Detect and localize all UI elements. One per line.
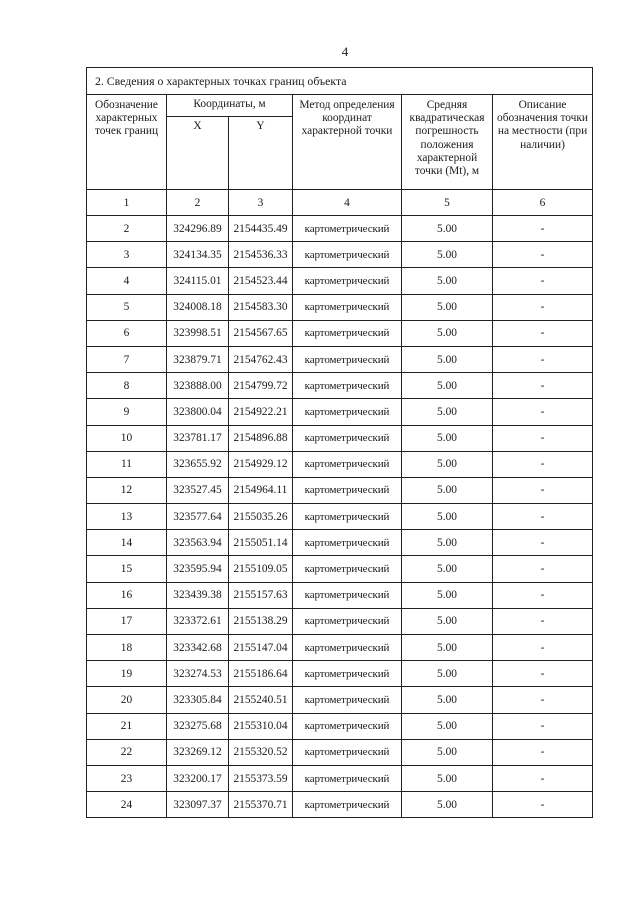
cell-y: 2154523.44 <box>229 268 293 294</box>
table-row <box>87 765 593 791</box>
cell-x: 323305.84 <box>167 687 229 713</box>
table-row <box>87 608 593 634</box>
cell-x: 323342.68 <box>167 635 229 661</box>
cell-y: 2154583.30 <box>229 294 293 320</box>
cell-y: 2154929.12 <box>229 451 293 477</box>
cell-method: картометрический <box>293 268 402 294</box>
cell-error: 5.00 <box>402 346 493 372</box>
cell-description: - <box>493 294 593 320</box>
table-row <box>87 477 593 503</box>
header-x: X <box>167 117 229 190</box>
cell-error: 5.00 <box>402 504 493 530</box>
cell-y: 2154762.43 <box>229 346 293 372</box>
table-row <box>87 687 593 713</box>
cell-point: 16 <box>87 582 167 608</box>
cell-error: 5.00 <box>402 792 493 818</box>
cell-x: 323275.68 <box>167 713 229 739</box>
cell-error: 5.00 <box>402 216 493 242</box>
cell-point: 10 <box>87 425 167 451</box>
cell-method: картометрический <box>293 346 402 372</box>
table-row <box>87 556 593 582</box>
cell-method: картометрический <box>293 399 402 425</box>
cell-description: - <box>493 556 593 582</box>
cell-y: 2155310.04 <box>229 713 293 739</box>
cell-description: - <box>493 268 593 294</box>
column-number: 2 <box>167 190 229 216</box>
cell-error: 5.00 <box>402 451 493 477</box>
cell-y: 2155035.26 <box>229 504 293 530</box>
table-row <box>87 216 593 242</box>
cell-method: картометрический <box>293 582 402 608</box>
column-number: 1 <box>87 190 167 216</box>
cell-method: картометрический <box>293 425 402 451</box>
cell-point: 18 <box>87 635 167 661</box>
cell-x: 323439.38 <box>167 582 229 608</box>
cell-method: картометрический <box>293 242 402 268</box>
cell-y: 2154536.33 <box>229 242 293 268</box>
cell-point: 9 <box>87 399 167 425</box>
cell-error: 5.00 <box>402 556 493 582</box>
cell-description: - <box>493 373 593 399</box>
cell-error: 5.00 <box>402 373 493 399</box>
cell-point: 19 <box>87 661 167 687</box>
cell-x: 323800.04 <box>167 399 229 425</box>
cell-y: 2155138.29 <box>229 608 293 634</box>
cell-x: 323372.61 <box>167 608 229 634</box>
cell-x: 323888.00 <box>167 373 229 399</box>
cell-description: - <box>493 425 593 451</box>
table-row <box>87 739 593 765</box>
cell-error: 5.00 <box>402 661 493 687</box>
cell-y: 2155370.71 <box>229 792 293 818</box>
cell-method: картометрический <box>293 530 402 556</box>
cell-description: - <box>493 530 593 556</box>
cell-error: 5.00 <box>402 765 493 791</box>
cell-method: картометрический <box>293 687 402 713</box>
cell-error: 5.00 <box>402 608 493 634</box>
table-row <box>87 373 593 399</box>
table-row <box>87 582 593 608</box>
cell-point: 15 <box>87 556 167 582</box>
cell-description: - <box>493 687 593 713</box>
cell-x: 323781.17 <box>167 425 229 451</box>
cell-point: 4 <box>87 268 167 294</box>
cell-error: 5.00 <box>402 739 493 765</box>
table-row <box>87 320 593 346</box>
cell-y: 2154896.88 <box>229 425 293 451</box>
cell-x: 323595.94 <box>167 556 229 582</box>
column-number: 6 <box>493 190 593 216</box>
header-method: Метод определения координат характерной точки <box>293 95 402 190</box>
cell-point: 7 <box>87 346 167 372</box>
section-title: 2. Сведения о характерных точках границ объекта <box>87 68 593 95</box>
cell-method: картометрический <box>293 294 402 320</box>
cell-x: 324134.35 <box>167 242 229 268</box>
cell-method: картометрический <box>293 320 402 346</box>
header-description: Описание обозначения точки на местности (при наличии) <box>493 95 593 190</box>
header-point-designation: Обозначение характерных точек границ <box>87 95 167 190</box>
cell-description: - <box>493 635 593 661</box>
cell-x: 324115.01 <box>167 268 229 294</box>
header-error: Средняя квадратическая погрешность положения характерной точки (Mt), м <box>402 95 493 190</box>
cell-error: 5.00 <box>402 477 493 503</box>
cell-x: 323200.17 <box>167 765 229 791</box>
cell-method: картометрический <box>293 739 402 765</box>
cell-description: - <box>493 346 593 372</box>
cell-method: картометрический <box>293 477 402 503</box>
cell-description: - <box>493 765 593 791</box>
table-row <box>87 504 593 530</box>
cell-error: 5.00 <box>402 582 493 608</box>
cell-y: 2155147.04 <box>229 635 293 661</box>
column-number: 4 <box>293 190 402 216</box>
cell-point: 2 <box>87 216 167 242</box>
column-number: 5 <box>402 190 493 216</box>
table-row <box>87 792 593 818</box>
cell-point: 5 <box>87 294 167 320</box>
column-number: 3 <box>229 190 293 216</box>
cell-method: картометрический <box>293 216 402 242</box>
cell-point: 11 <box>87 451 167 477</box>
cell-method: картометрический <box>293 608 402 634</box>
cell-y: 2155051.14 <box>229 530 293 556</box>
table-row <box>87 713 593 739</box>
cell-error: 5.00 <box>402 242 493 268</box>
cell-error: 5.00 <box>402 530 493 556</box>
header-row <box>87 95 593 117</box>
cell-method: картометрический <box>293 765 402 791</box>
table-row <box>87 530 593 556</box>
cell-x: 323097.37 <box>167 792 229 818</box>
cell-x: 323998.51 <box>167 320 229 346</box>
cell-x: 324296.89 <box>167 216 229 242</box>
table-row <box>87 294 593 320</box>
cell-method: картометрический <box>293 661 402 687</box>
cell-description: - <box>493 608 593 634</box>
cell-y: 2154964.11 <box>229 477 293 503</box>
cell-x: 324008.18 <box>167 294 229 320</box>
table-row <box>87 661 593 687</box>
cell-y: 2154435.49 <box>229 216 293 242</box>
table-row <box>87 346 593 372</box>
cell-method: картометрический <box>293 635 402 661</box>
table-row <box>87 635 593 661</box>
cell-y: 2155109.05 <box>229 556 293 582</box>
boundary-points-table <box>86 67 593 818</box>
cell-description: - <box>493 451 593 477</box>
cell-point: 24 <box>87 792 167 818</box>
cell-y: 2155320.52 <box>229 739 293 765</box>
cell-description: - <box>493 242 593 268</box>
cell-error: 5.00 <box>402 399 493 425</box>
cell-point: 8 <box>87 373 167 399</box>
cell-method: картометрический <box>293 451 402 477</box>
cell-y: 2155240.51 <box>229 687 293 713</box>
cell-x: 323563.94 <box>167 530 229 556</box>
section-title-row <box>87 68 593 95</box>
cell-x: 323879.71 <box>167 346 229 372</box>
cell-description: - <box>493 504 593 530</box>
table-row <box>87 268 593 294</box>
cell-point: 13 <box>87 504 167 530</box>
table-row <box>87 399 593 425</box>
cell-method: картометрический <box>293 713 402 739</box>
cell-description: - <box>493 399 593 425</box>
cell-point: 17 <box>87 608 167 634</box>
cell-error: 5.00 <box>402 320 493 346</box>
cell-method: картометрический <box>293 792 402 818</box>
cell-y: 2154799.72 <box>229 373 293 399</box>
cell-method: картометрический <box>293 556 402 582</box>
cell-description: - <box>493 477 593 503</box>
cell-error: 5.00 <box>402 713 493 739</box>
cell-point: 6 <box>87 320 167 346</box>
cell-x: 323655.92 <box>167 451 229 477</box>
cell-method: картометрический <box>293 504 402 530</box>
page-number: 4 <box>341 44 349 59</box>
table-row <box>87 242 593 268</box>
cell-error: 5.00 <box>402 635 493 661</box>
cell-x: 323274.53 <box>167 661 229 687</box>
table-row <box>87 425 593 451</box>
cell-error: 5.00 <box>402 425 493 451</box>
cell-error: 5.00 <box>402 687 493 713</box>
cell-point: 22 <box>87 739 167 765</box>
header-y: Y <box>229 117 293 190</box>
cell-description: - <box>493 792 593 818</box>
cell-x: 323269.12 <box>167 739 229 765</box>
table-row <box>87 451 593 477</box>
header-coordinates: Координаты, м <box>167 95 293 117</box>
cell-error: 5.00 <box>402 268 493 294</box>
cell-description: - <box>493 661 593 687</box>
cell-y: 2154567.65 <box>229 320 293 346</box>
cell-description: - <box>493 320 593 346</box>
cell-error: 5.00 <box>402 294 493 320</box>
cell-point: 14 <box>87 530 167 556</box>
cell-method: картометрический <box>293 373 402 399</box>
cell-point: 20 <box>87 687 167 713</box>
cell-description: - <box>493 582 593 608</box>
cell-x: 323577.64 <box>167 504 229 530</box>
cell-y: 2155157.63 <box>229 582 293 608</box>
cell-point: 3 <box>87 242 167 268</box>
cell-description: - <box>493 216 593 242</box>
cell-description: - <box>493 713 593 739</box>
cell-description: - <box>493 739 593 765</box>
cell-point: 12 <box>87 477 167 503</box>
cell-y: 2155373.59 <box>229 765 293 791</box>
cell-x: 323527.45 <box>167 477 229 503</box>
column-number-row <box>87 190 593 216</box>
cell-point: 23 <box>87 765 167 791</box>
cell-y: 2155186.64 <box>229 661 293 687</box>
cell-y: 2154922.21 <box>229 399 293 425</box>
cell-point: 21 <box>87 713 167 739</box>
